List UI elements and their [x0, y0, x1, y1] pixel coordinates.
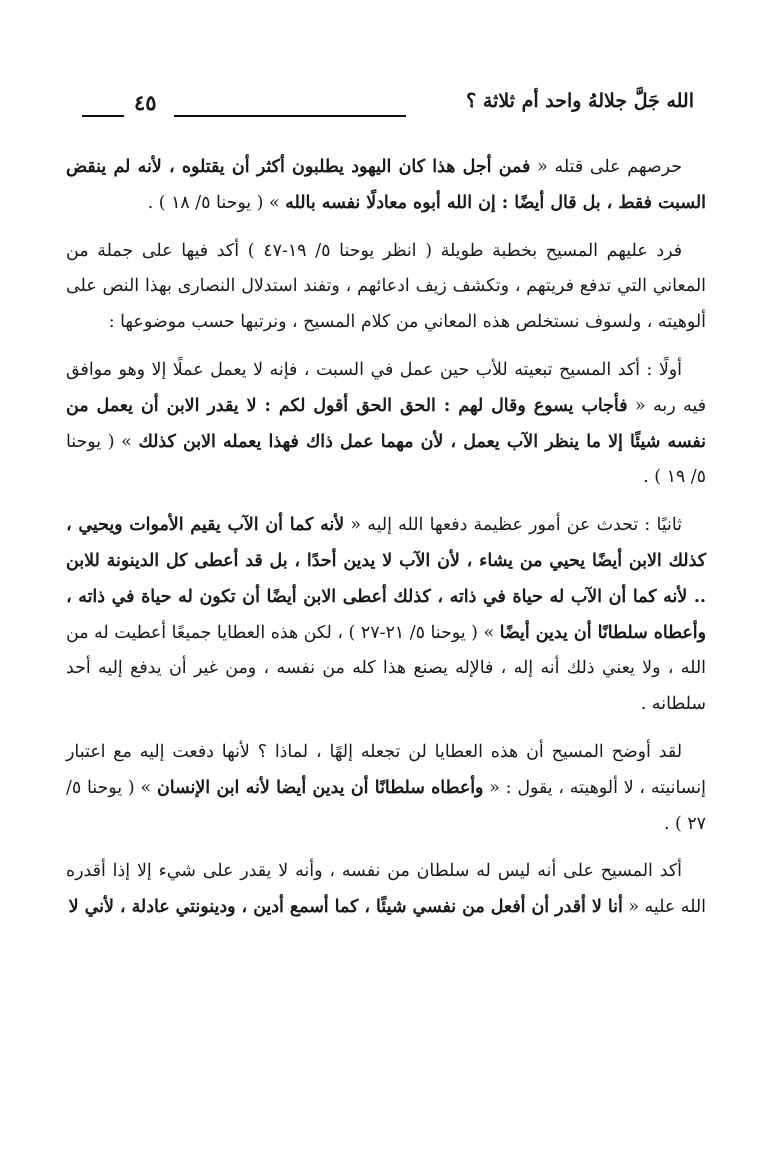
paragraph — [66, 150, 706, 222]
paragraph-text: أولًا : أكد المسيح تبعيته للأب حين عمل في السبت ، فإنه لا يعمل عملًا إلا وهو موافق فيه ربه « — [66, 359, 707, 416]
paragraph — [66, 234, 706, 341]
page-number: ٤٥ — [134, 90, 157, 115]
quoted-text: فأجاب يسوع وقال لهم : الحق الحق أقول لكم : لا يقدر الابن أن يعمل من نفسه شيئًا إلا ما ينظر الآب يعمل ، لأن مهما عمل ذاك فهذا يعمله الابن كذلك — [66, 395, 706, 452]
paragraph-text: » ( يوحنا ٥/ ٢٧ ) . — [66, 777, 706, 834]
running-header-title: الله جَلَّ جلالهُ واحد أم ثلاثة ؟ — [466, 90, 694, 112]
header-rule-short — [82, 115, 124, 117]
paragraph-text: لقد أوضح المسيح أن هذه العطايا لن تجعله إلهًا ، لماذا ؟ لأنها دفعت إليه مع اعتبار إنسانيته ، لا ألوهيته ، يقول : « — [66, 741, 706, 798]
paragraph-text: » ( يوحنا ٥/ ٢١-٢٧ ) ، لكن هذه العطايا جميعًا أعطيت له من الله ، ولا يعني ذلك أنه إله ، فالإله يصنع هذا كله من نفسه ، ومن غير أن يدفع إليه أحد سلطانه . — [66, 622, 706, 715]
paragraph — [66, 735, 706, 842]
quoted-text: أنا لا أقدر أن أفعل من نفسي شيئًا ، كما أسمع أدين ، ودينونتي عادلة ، لأني لا — [68, 897, 623, 918]
paragraph-text: أكد المسيح على أنه ليس له سلطان من نفسه ، وأنه لا يقدر على شيء إلا إذا أقدره الله عليه « — [66, 861, 706, 918]
paragraph-text: » ( يوحنا ٥/ ١٨ ) . — [147, 192, 286, 213]
quoted-text: لأنه كما أن الآب يقيم الأموات ويحيي ، كذلك الابن أيضًا يحيي من يشاء ، لأن الآب لا يدين أحدًا ، بل قد أعطى كل الدينونة للابن .. لأنه كما أن الآب له حياة في ذاته ، كذلك أعطى الابن أيضًا أن تكون له حياة في ذاته ، وأعطاه سلطانًا أن يدين أيضًا — [66, 515, 707, 643]
paragraph — [66, 353, 706, 496]
paragraph-text: » ( يوحنا ٥/ ١٩ ) . — [66, 431, 706, 488]
running-header — [82, 88, 694, 124]
paragraph-text: ثانيًا : تحدث عن أمور عظيمة دفعها الله إليه « — [344, 515, 682, 536]
paragraph — [66, 854, 706, 926]
paragraph — [66, 508, 706, 723]
quoted-text: فمن أجل هذا كان اليهود يطلبون أكثر أن يقتلوه ، لأنه لم ينقض السبت فقط ، بل قال أيضًا : إن الله أبوه معادلًا نفسه بالله — [66, 157, 706, 213]
body-text — [66, 150, 706, 938]
header-rule — [174, 115, 406, 117]
paragraph-text: حرصهم على قتله « — [530, 157, 682, 177]
quoted-text: وأعطاه سلطانًا أن يدين أيضا لأنه ابن الإنسان — [156, 777, 484, 798]
paragraph-text: فرد عليهم المسيح بخطبة طويلة ( انظر يوحنا ٥/ ١٩-٤٧ ) أكد فيها على جملة من المعاني التي تدفع فريتهم ، وتكشف زيف ادعائهم ، وتفند استدلال النصارى بهذا النص على ألوهيته ، ولسوف نستخلص هذه المعاني من كلام المسيح ، ونرتبها حسب موضوعها : — [66, 240, 706, 333]
